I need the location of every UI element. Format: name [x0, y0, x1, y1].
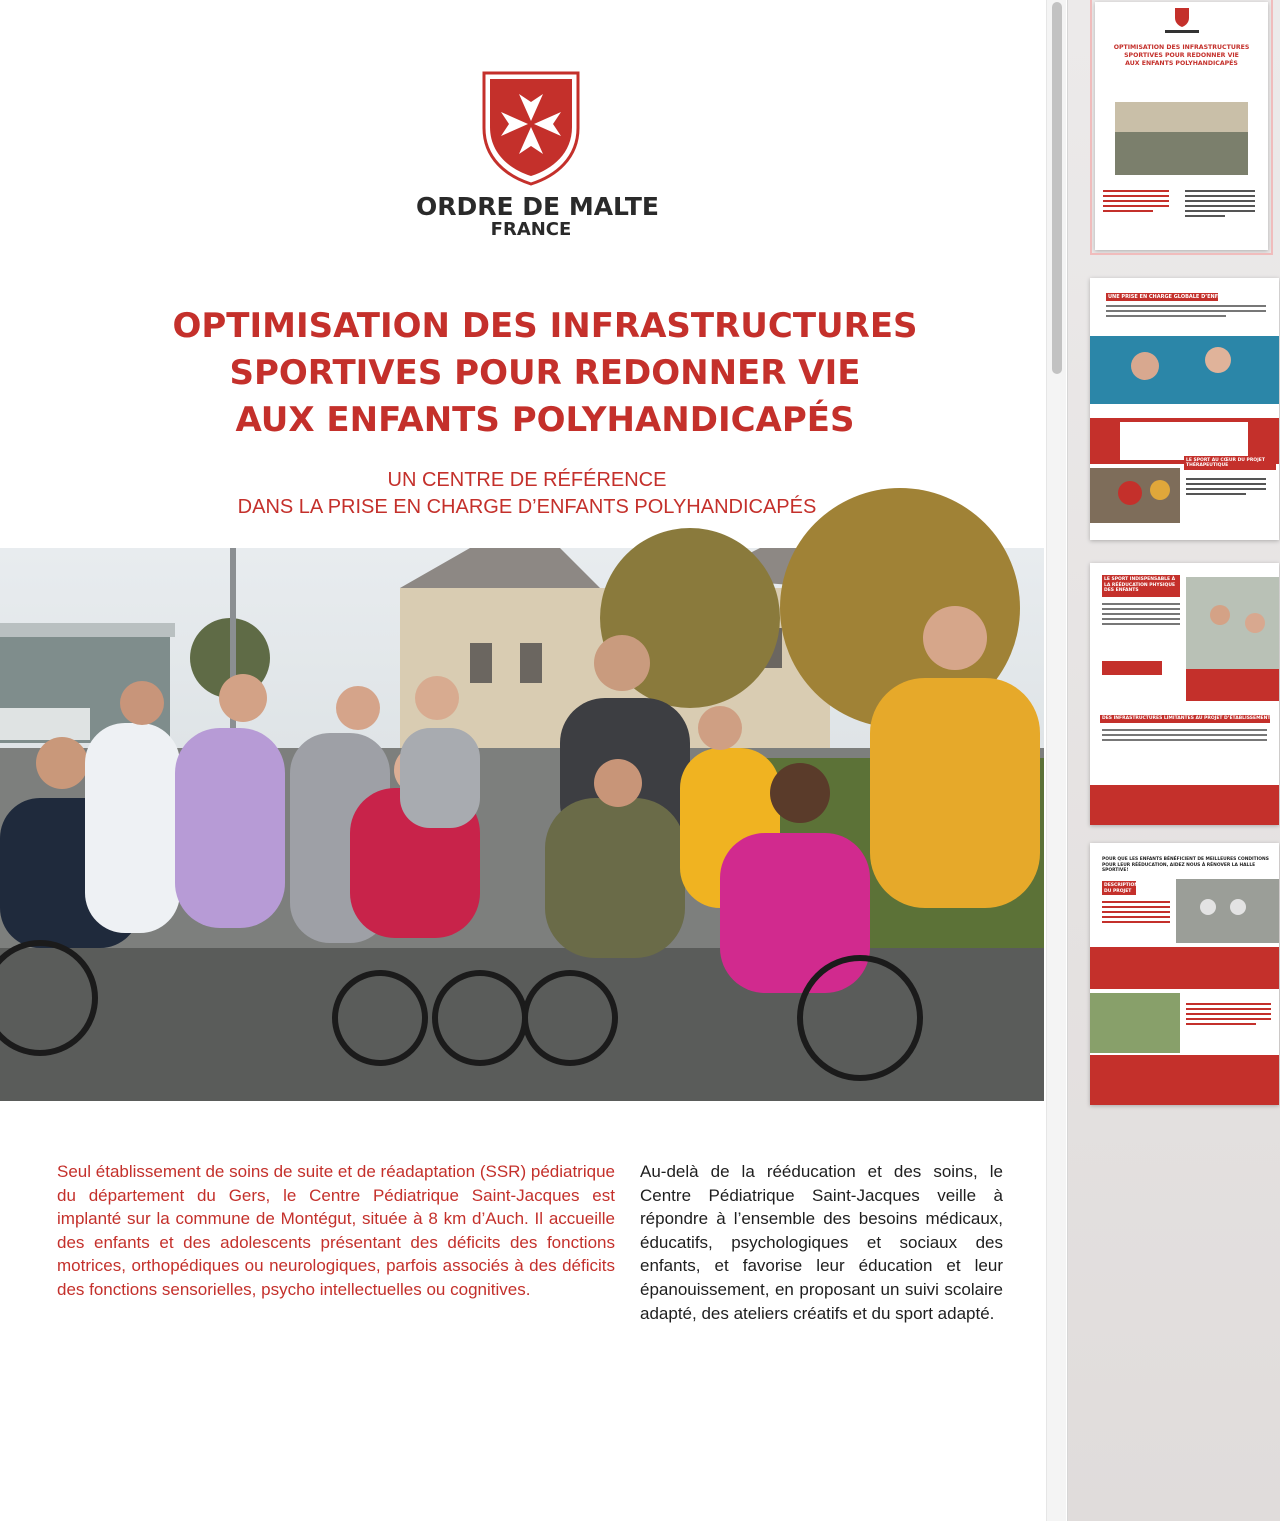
- thumbnail-title-line: SPORTIVES POUR REDONNER VIE: [1124, 52, 1239, 59]
- logo-subtitle: FRANCE: [490, 219, 572, 240]
- maltese-cross-shield-icon: [480, 70, 582, 186]
- services-paragraph: Au-delà de la rééducation et des soins, le Centre Pédiatrique Saint-Jacques veille à répondre à l’ensemble des besoins médicaux, éducatifs, psychologiques et sociaux des enfants, et favorise leur éducation et leur épanouissement, en proposant un suivi scolaire adapté, des ateliers créatifs et du sport adapté.: [640, 1162, 1003, 1323]
- page-title: [0, 303, 1090, 444]
- scroll-thumb[interactable]: [1052, 2, 1062, 374]
- thumbnail-title-line: OPTIMISATION DES INFRASTRUCTURES: [1113, 44, 1250, 51]
- page-thumbnails-sidebar: [1067, 0, 1280, 1521]
- thumbnail-section: DES INFRASTRUCTURES LIMITANTES AU PROJET D’ÉTABLISSEMENT: [1102, 716, 1271, 721]
- title-line: SPORTIVES POUR REDONNER VIE: [229, 353, 861, 393]
- thumbnail-title-line: AUX ENFANTS POLYHANDICAPÉS: [1125, 60, 1238, 67]
- thumbnail-banner: UNE PRISE EN CHARGE GLOBALE D’ENFANTS DE 0 À 17 ANS: [1108, 294, 1275, 300]
- title-line: AUX ENFANTS POLYHANDICAPÉS: [235, 400, 855, 440]
- thumbnail-section: LE SPORT INDISPENSABLE À LA RÉÉDUCATION PHYSIQUE DES ENFANTS: [1104, 577, 1176, 593]
- intro-paragraph: Seul établissement de soins de suite et de réadaptation (SSR) pédiatrique du département du Gers, le Centre Pédiatrique Saint-Jacques est implanté sur la commune de Montégut, située à 8 km d’Auch. Il accueille des enfants et des adolescents présentant des déficits des fonctions motrices, orthopédiques ou neurologiques, parfois associés à des déficits des fonctions sensorielles, psycho intellectuelles ou cognitives.: [57, 1162, 615, 1299]
- thumbnail-page-4[interactable]: [1090, 843, 1279, 1105]
- subtitle-line: UN CENTRE DE RÉFÉRENCE: [387, 469, 667, 491]
- vertical-scrollbar[interactable]: [1046, 0, 1066, 1521]
- logo-title: ORDRE DE MALTE: [416, 192, 659, 221]
- thumbnail-section: LE SPORT AU CŒUR DU PROJET THÉRAPEUTIQUE: [1186, 458, 1265, 468]
- thumbnail-page-1[interactable]: [1095, 2, 1268, 250]
- group-photo: [0, 548, 1044, 1101]
- thumbnail-page-3[interactable]: [1090, 563, 1279, 825]
- title-line: OPTIMISATION DES INFRASTRUCTURES: [172, 306, 918, 346]
- subtitle-line: DANS LA PRISE EN CHARGE D’ENFANTS POLYHANDICAPÉS: [237, 496, 817, 518]
- thumbnail-section: DESCRIPTION DU PROJET: [1104, 883, 1139, 894]
- thumbnail-page-2[interactable]: [1090, 278, 1279, 540]
- thumbnail-heading: POUR QUE LES ENFANTS BÉNÉFICIENT DE MEILLEURES CONDITIONS POUR LEUR RÉÉDUCATION, AIDEZ NOUS À RÉNOVER LA HALLE SPORTIVE!: [1102, 857, 1269, 873]
- ordre-de-malte-logo: [416, 70, 659, 250]
